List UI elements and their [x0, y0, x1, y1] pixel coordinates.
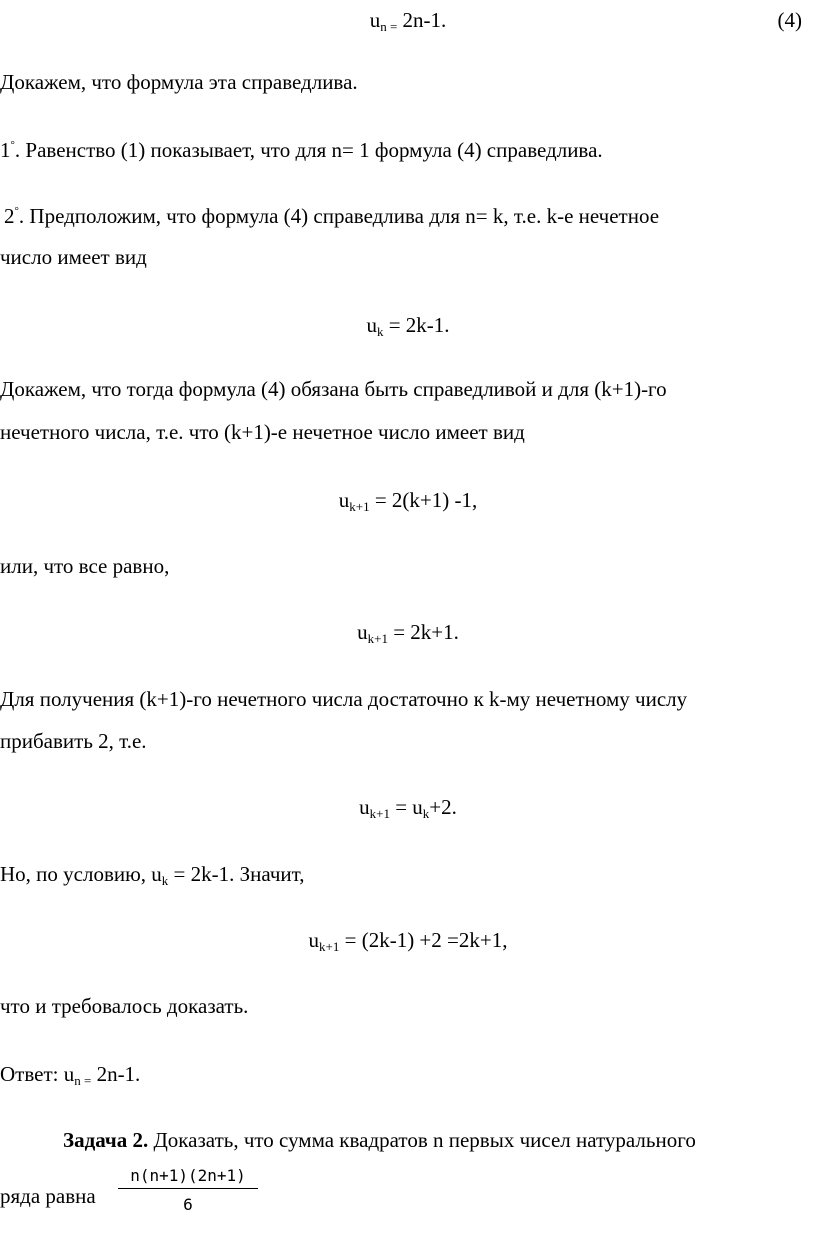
fraction-numerator: n(n+1)(2n+1) [118, 1166, 258, 1189]
fraction [118, 1166, 258, 1214]
paragraph: Но, по условию, uk = 2k-1. Значит, [0, 862, 305, 888]
fraction-denominator: 6 [183, 1195, 193, 1214]
task-2: Задача 2. Доказать, что сумма квадратов n первых чисел натурального [63, 1128, 696, 1152]
answer: Ответ: un = 2n-1. [0, 1062, 141, 1088]
degree-mark: ° [14, 205, 19, 217]
task-label: Задача 2. [63, 1128, 149, 1152]
equation-uk1-c: uk+1 = uk+2. [359, 795, 457, 821]
paragraph: прибавить 2, т.е. [0, 729, 147, 753]
equation-uk1-b: uk+1 = 2k+1. [357, 620, 459, 646]
paragraph: что и требовалось доказать. [0, 994, 249, 1018]
paragraph: Докажем, что тогда формула (4) обязана быть справедливой и для (k+1)-го [0, 377, 667, 401]
step-2: 2°. Предположим, что формула (4) справедлива для n= k, т.е. k-е нечетное [4, 204, 660, 228]
task-2-continuation: ряда равна [0, 1184, 96, 1208]
step-2-continuation: число имеет вид [0, 245, 147, 269]
equation-uk: uk = 2k-1. [366, 313, 450, 339]
degree-mark: ° [10, 139, 15, 151]
equation-uk1-a: uk+1 = 2(k+1) -1, [338, 488, 478, 514]
equation-uk1-d: uk+1 = (2k-1) +2 =2k+1, [308, 928, 508, 954]
equation-number: (4) [777, 8, 802, 32]
paragraph: нечетного числа, т.е. что (k+1)-е нечетное число имеет вид [0, 420, 525, 444]
paragraph: Докажем, что формула эта справедлива. [0, 70, 358, 94]
paragraph: или, что все равно, [0, 554, 170, 578]
equation-4: un = 2n-1. (4) [369, 8, 802, 34]
paragraph: Для получения (k+1)-го нечетного числа достаточно к k-му нечетному числу [0, 687, 688, 711]
subscript: n = [380, 19, 398, 34]
step-1: 1°. Равенство (1) показывает, что для n= 1 формула (4) справедлива. [0, 138, 603, 162]
